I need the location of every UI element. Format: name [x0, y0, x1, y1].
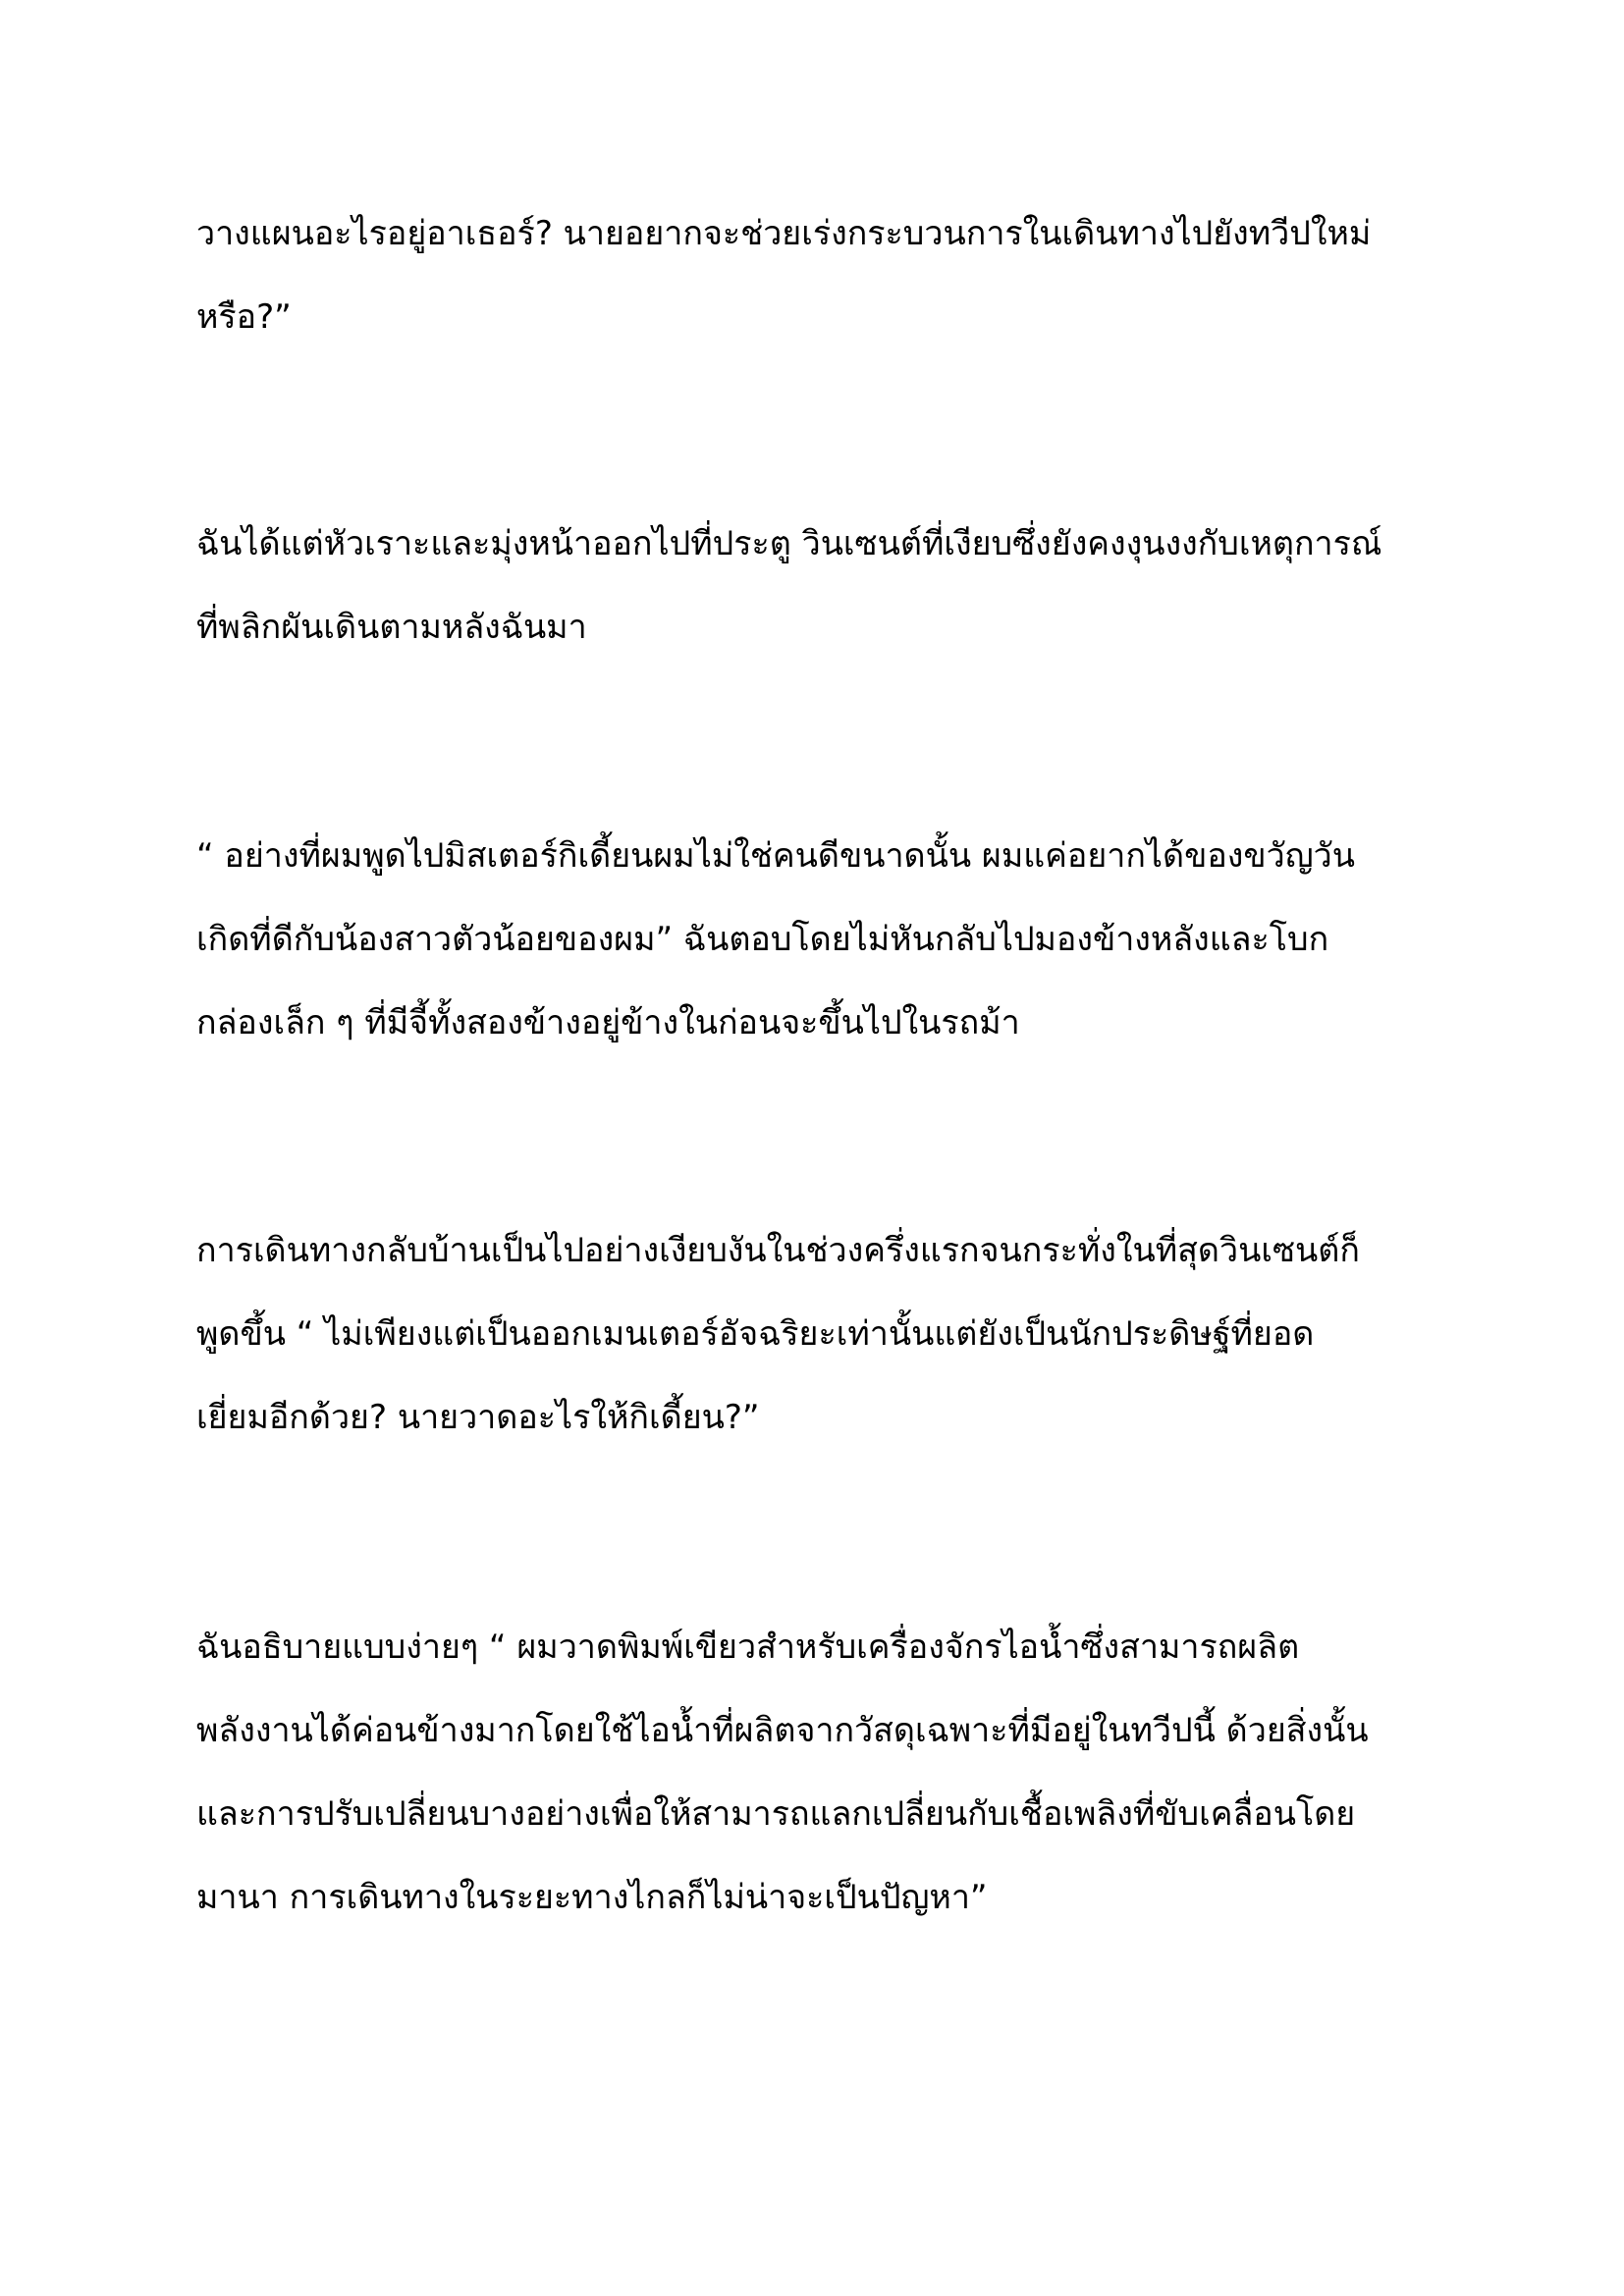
paragraph-line: เยี่ยมอีกด้วย? นายวาดอะไรให้กิเดี้ยน?” — [196, 1398, 760, 1437]
paragraph-line: มานา การเดินทางในระยะทางไกลก็ไม่น่าจะเป็นปัญหา” — [196, 1878, 988, 1917]
paragraph-2 — [196, 503, 1443, 669]
paragraph-line: “ อย่างที่ผมพูดไปมิสเตอร์กิเดี้ยนผมไม่ใช่คนดีขนาดนั้น ผมแค่อยากได้ของขวัญวัน — [196, 836, 1356, 876]
paragraph-line: ฉันอธิบายแบบง่ายๆ “ ผมวาดพิมพ์เขียวสำหรับเครื่องจักรไอน้ำซึ่งสามารถผลิต — [196, 1628, 1300, 1667]
paragraph-1 — [196, 192, 1443, 359]
paragraph-line: กล่องเล็ก ๆ ที่มีจี้ทั้งสองข้างอยู่ข้างในก่อนจะขึ้นไปในรถม้า — [196, 1003, 1020, 1042]
paragraph-line: หรือ?” — [196, 297, 292, 337]
paragraph-line: วางแผนอะไรอยู่อาเธอร์? นายอยากจะช่วยเร่งกระบวนการในเดินทางไปยังทวีปใหม่ — [196, 214, 1372, 253]
paragraph-line: ที่พลิกผันเดินตามหลังฉันมา — [196, 608, 587, 647]
paragraph-line: พูดขึ้น “ ไม่เพียงแต่เป็นออกเมนเตอร์อัจฉริยะเท่านั้นแต่ยังเป็นนักประดิษฐ์ที่ยอด — [196, 1314, 1315, 1354]
paragraph-line: การเดินทางกลับบ้านเป็นไปอย่างเงียบงันในช่วงครึ่งแรกจนกระทั่งในที่สุดวินเซนต์ก็ — [196, 1231, 1360, 1270]
paragraph-5 — [196, 1606, 1443, 1940]
paragraph-line: พลังงานได้ค่อนข้างมากโดยใช้ไอน้ำที่ผลิตจากวัสดุเฉพาะที่มีอยู่ในทวีปนี้ ด้วยสิ่งนั้น — [196, 1711, 1369, 1750]
paragraph-4 — [196, 1209, 1443, 1460]
paragraph-3 — [196, 815, 1443, 1065]
paragraph-line: ฉันได้แต่หัวเราะและมุ่งหน้าออกไปที่ประตู วินเซนต์ที่เงียบซึ่งยังคงงุนงงกับเหตุการณ์ — [196, 524, 1382, 563]
paragraph-line: เกิดที่ดีกับน้องสาวตัวน้อยของผม” ฉันตอบโดยไม่หันกลับไปมองข้างหลังและโบก — [196, 920, 1329, 959]
paragraph-line: และการปรับเปลี่ยนบางอย่างเพื่อให้สามารถแลกเปลี่ยนกับเชื้อเพลิงที่ขับเคลื่อนโดย — [196, 1794, 1356, 1834]
